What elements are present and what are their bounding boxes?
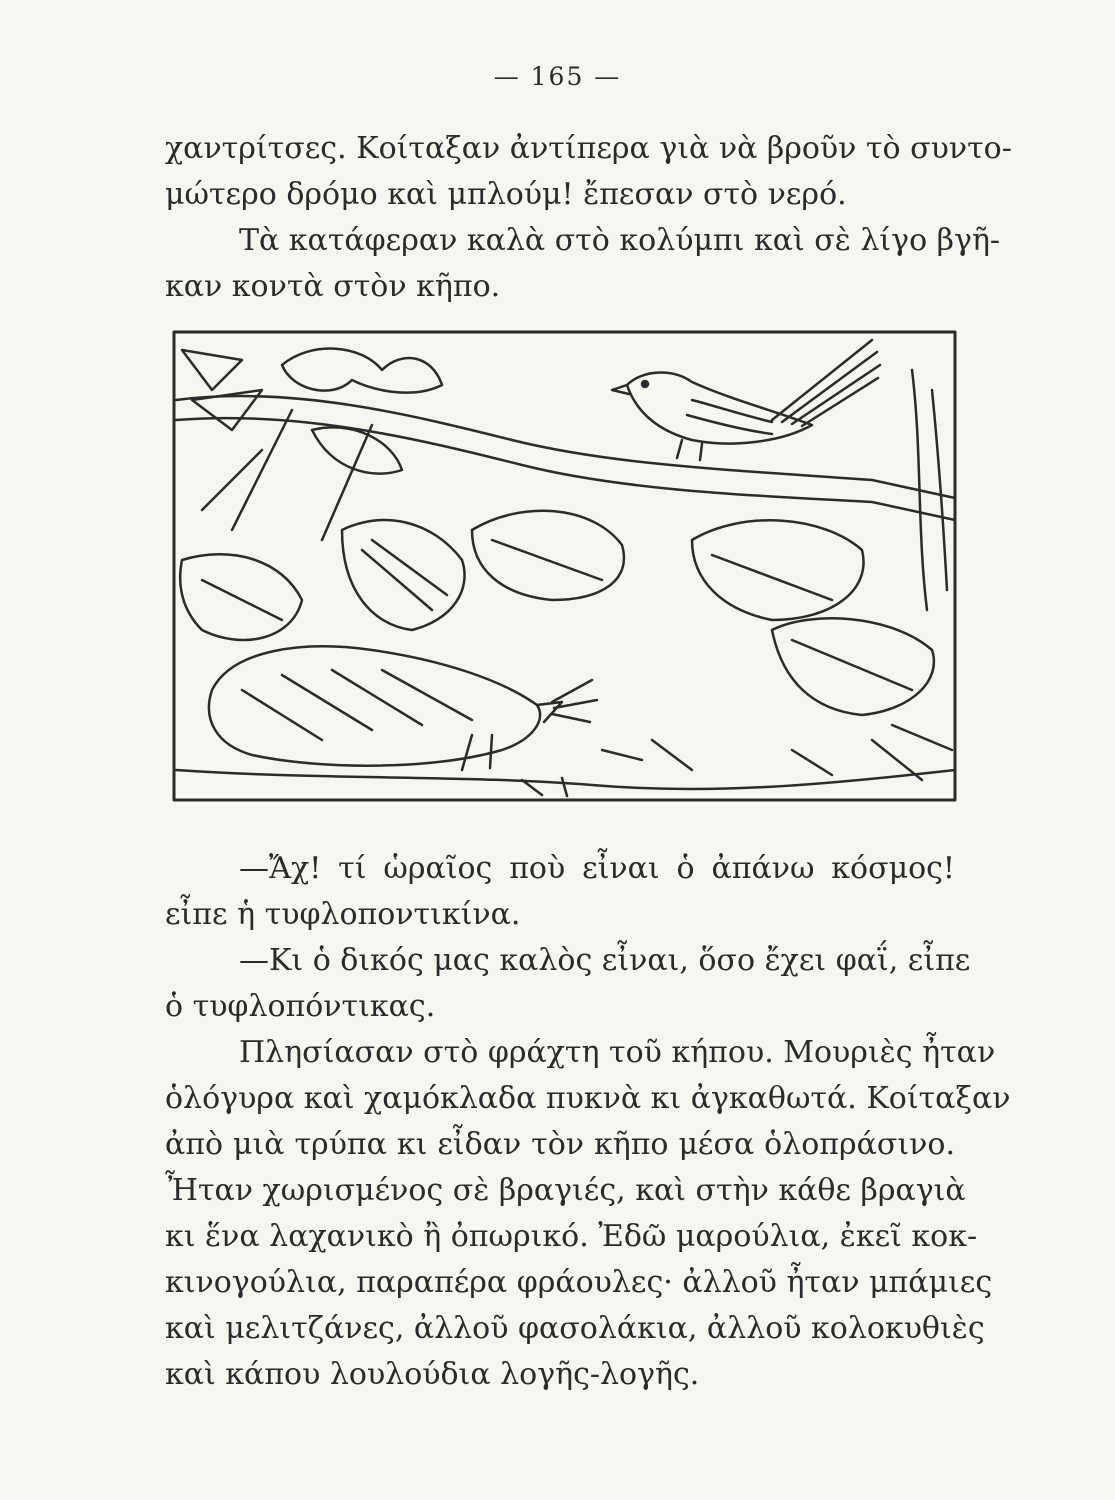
- foliage: [282, 349, 442, 393]
- text-line: χαντρίτσες. Κοίταξαν ἀντίπερα γιὰ νὰ βροῦν τὸ συντο-: [165, 131, 1012, 166]
- text-line: καὶ κάπου λουλούδια λογῆς-λογῆς.: [165, 1357, 700, 1392]
- text-line: καὶ μελιτζάνες, ἀλλοῦ φασολάκια, ἀλλοῦ κολοκυθιὲς: [165, 1311, 985, 1346]
- text-line: κινογούλια, παραπέρα φράουλες· ἀλλοῦ ἦταν μπάμιες: [165, 1265, 993, 1300]
- text-line: μώτερο δρόμο καὶ μπλούμ! ἔπεσαν στὸ νερό.: [165, 177, 847, 212]
- illustration-bird-and-mole: [172, 330, 957, 802]
- rock: [342, 520, 465, 630]
- branch: [176, 396, 955, 498]
- dialogue-1: [165, 846, 955, 938]
- text-line: —Κι ὁ δικός μας καλὸς εἶναι, ὅσο ἔχει φαΐ, εἶπε: [239, 943, 971, 978]
- rock: [472, 511, 624, 600]
- page-number: — 165 —: [493, 62, 622, 91]
- top-text-block: [165, 126, 1012, 310]
- paragraph-garden: [165, 1030, 1011, 1398]
- text-line: ὁλόγυρα καὶ χαμόκλαδα πυκνὰ κι ἀγκαθωτά. Κοίταξαν: [165, 1081, 1011, 1116]
- text-line: καν κοντὰ στὸν κῆπο.: [165, 269, 501, 304]
- dialogue-2: [165, 938, 971, 1030]
- illustration-drawing: [172, 330, 957, 802]
- text-line: —Ἄχ! τί ὡραῖος ποὺ εἶναι ὁ ἀπάνω κόσμος!: [239, 851, 955, 886]
- text-line: ἀπὸ μιὰ τρύπα κι εἶδαν τὸν κῆπο μέσα ὁλοπράσινο.: [165, 1127, 955, 1162]
- bottom-text-block: [165, 846, 1011, 1398]
- text-line: κι ἕνα λαχανικὸ ἢ ὀπωρικό. Ἐδῶ μαρούλια, ἐκεῖ κοκ-: [165, 1219, 978, 1254]
- bird: [612, 340, 880, 460]
- mole: [209, 646, 597, 770]
- paragraph-2: [165, 218, 1001, 310]
- text-line: Πλησίασαν στὸ φράχτη τοῦ κήπου. Μουριὲς ἦταν: [239, 1035, 996, 1070]
- text-line: Ἦταν χωρισμένος σὲ βραγιές, καὶ στὴν κάθε βραγιὰ: [165, 1173, 966, 1208]
- text-line: εἶπε ἡ τυφλοποντικίνα.: [165, 897, 521, 932]
- paragraph-1: [165, 126, 1012, 218]
- text-line: ὁ τυφλοπόντικας.: [165, 989, 436, 1024]
- text-line: Τὰ κατάφεραν καλὰ στὸ κολύμπι καὶ σὲ λίγο βγῆ-: [239, 223, 1001, 258]
- rock: [692, 520, 864, 620]
